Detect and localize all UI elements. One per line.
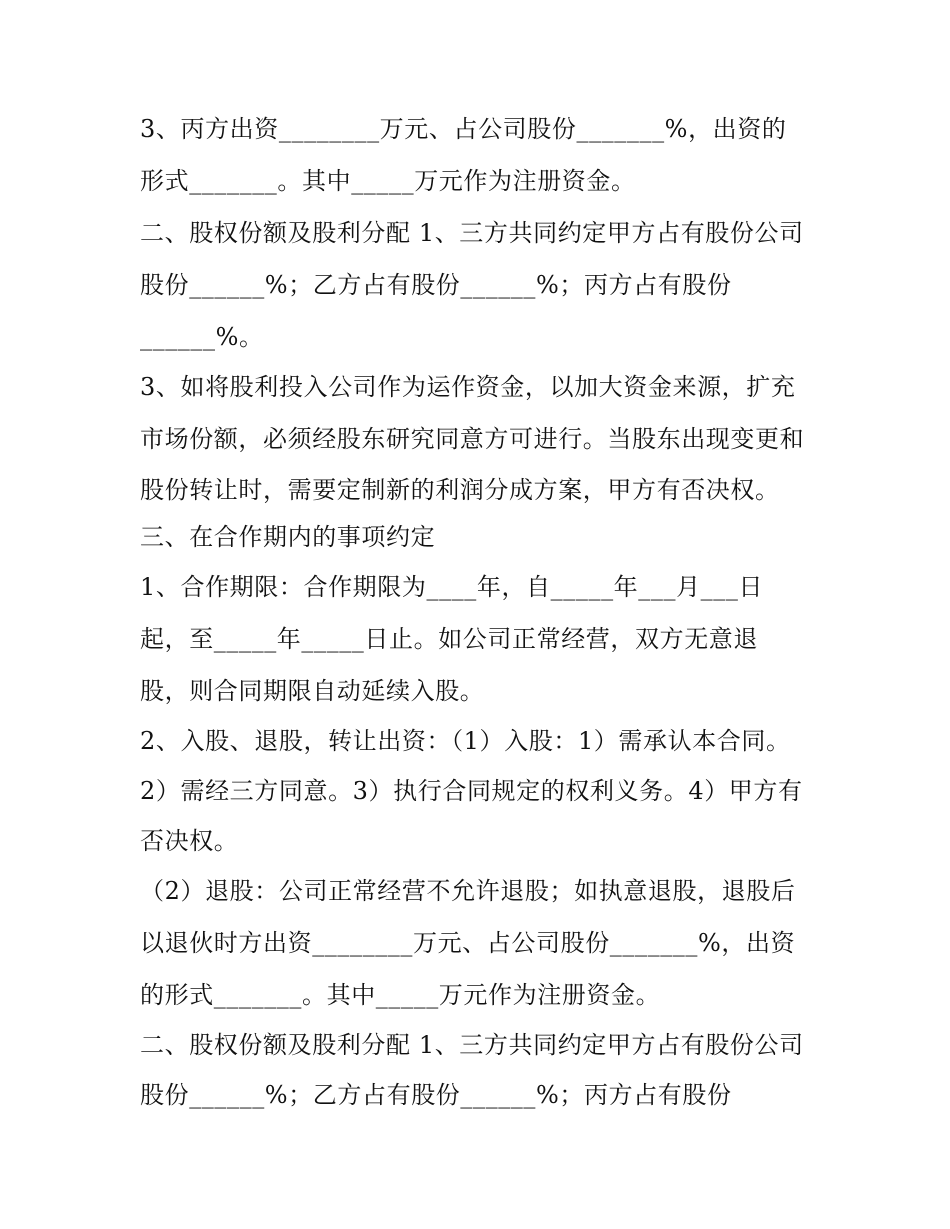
text-line: 股份______%；乙方占有股份______%；丙方占有股份 — [140, 1081, 732, 1109]
text-line: 二、股权份额及股利分配 1、三方共同约定甲方占有股份公司 — [140, 1031, 804, 1059]
text-line: 以退伙时方出资________万元、占公司股份_______%，出资 — [140, 929, 796, 957]
text-line: 3、丙方出资________万元、占公司股份_______%，出资的 — [140, 115, 787, 143]
text-line: ______%。 — [140, 323, 264, 351]
text-line: （2）退股：公司正常经营不允许退股；如执意退股，退股后 — [140, 877, 796, 905]
text-line: 起，至_____年_____日止。如公司正常经营，双方无意退 — [140, 625, 758, 653]
text-line: 三、在合作期内的事项约定 — [140, 523, 436, 551]
text-line: 股份______%；乙方占有股份______%；丙方占有股份 — [140, 271, 732, 299]
text-line: 1、合作期限：合作期限为____年，自_____年___月___日 — [140, 573, 764, 601]
text-line: 的形式_______。其中_____万元作为注册资金。 — [140, 981, 661, 1009]
text-line: 2）需经三方同意。3）执行合同规定的权利义务。4）甲方有 — [140, 777, 803, 805]
text-line: 2、入股、退股，转让出资：（1）入股：1）需承认本合同。 — [140, 727, 791, 755]
text-line: 形式_______。其中_____万元作为注册资金。 — [140, 167, 636, 195]
text-line: 股，则合同期限自动延续入股。 — [140, 677, 485, 705]
text-line: 股份转让时，需要定制新的利润分成方案，甲方有否决权。 — [140, 476, 780, 504]
text-line: 3、如将股利投入公司作为运作资金，以加大资金来源，扩充 — [140, 373, 796, 401]
text-line: 否决权。 — [140, 827, 239, 855]
text-line: 二、股权份额及股利分配 1、三方共同约定甲方占有股份公司 — [140, 219, 804, 247]
text-line: 市场份额，必须经股东研究同意方可进行。当股东出现变更和 — [140, 425, 805, 453]
